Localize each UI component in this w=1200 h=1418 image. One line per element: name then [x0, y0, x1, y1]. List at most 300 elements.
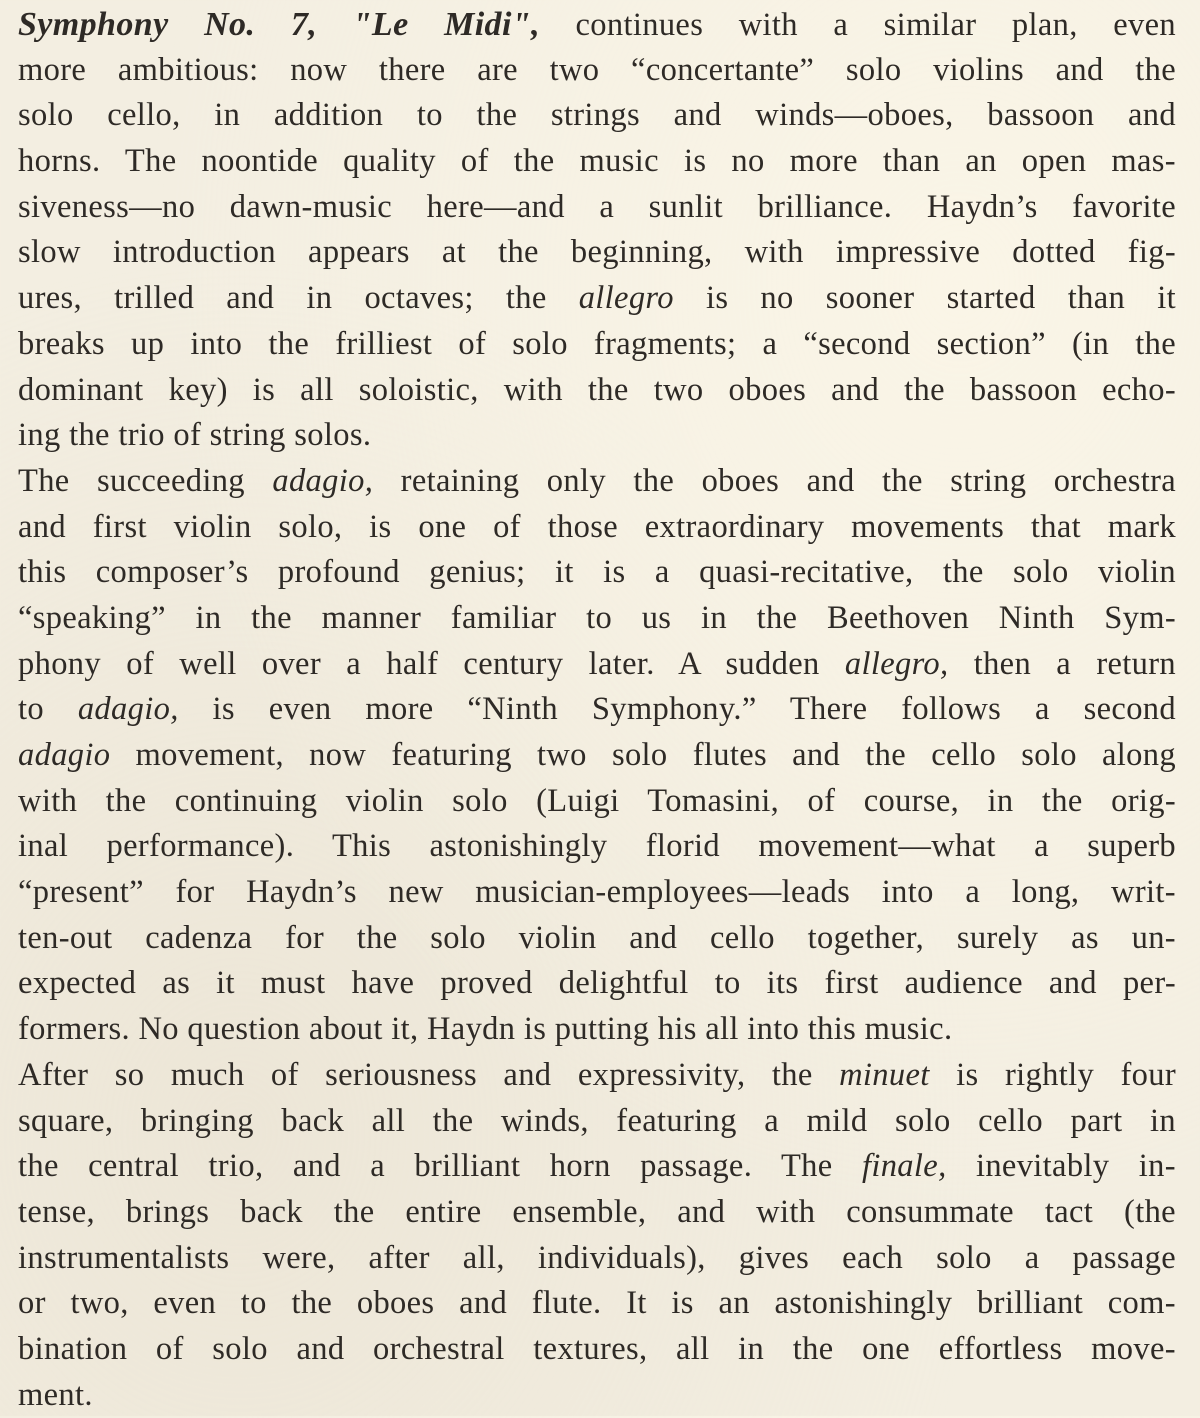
- word: were,: [262, 1239, 336, 1276]
- word: it,: [391, 1011, 419, 1048]
- word: extraordinary: [644, 508, 825, 545]
- word: into: [881, 874, 934, 911]
- word: florid: [645, 828, 721, 865]
- word: century: [463, 645, 564, 682]
- word: a: [599, 188, 615, 225]
- word: Haydn’s: [926, 188, 1038, 225]
- word: solo: [611, 737, 668, 773]
- text-line: [18, 413, 1176, 459]
- word: violins: [933, 51, 1025, 88]
- title-text: "Le: [352, 6, 409, 43]
- word: the: [513, 143, 555, 180]
- word: similar: [883, 7, 977, 43]
- word: appears: [308, 234, 410, 271]
- word: two: [536, 737, 587, 773]
- word: and: [831, 371, 880, 408]
- word: ambitious:: [117, 51, 259, 88]
- word: quasi-recitative,: [699, 554, 914, 591]
- word: is: [523, 1011, 547, 1048]
- word: violin: [518, 919, 597, 956]
- word: to: [240, 1285, 267, 1322]
- word: of: [126, 645, 155, 682]
- word: solo: [18, 97, 74, 134]
- word: “second: [803, 325, 911, 362]
- word: retaining: [400, 462, 520, 499]
- text-line: [18, 276, 1176, 322]
- word: the: [251, 599, 292, 636]
- word: and: [1048, 965, 1097, 1002]
- word: of: [807, 782, 836, 819]
- word: profound: [277, 554, 400, 591]
- word: at: [441, 234, 466, 271]
- word: to: [416, 97, 443, 134]
- word: solo: [1013, 554, 1069, 591]
- word: all: [676, 1330, 710, 1367]
- word: consummate: [846, 1193, 1014, 1230]
- word: strings: [550, 97, 641, 134]
- text-line: [18, 185, 1176, 231]
- word: and: [1128, 97, 1177, 134]
- word: the: [882, 462, 923, 499]
- word: us: [641, 599, 672, 636]
- word: into: [190, 325, 243, 362]
- text-line: [18, 870, 1176, 916]
- word: all: [371, 1102, 406, 1139]
- word: breaks: [18, 325, 105, 362]
- word: all: [705, 1011, 739, 1048]
- word: octaves;: [364, 280, 474, 317]
- word: astonishingly: [429, 828, 608, 865]
- word: formers.: [18, 1011, 130, 1048]
- word: in: [195, 599, 222, 636]
- word: the: [1041, 782, 1083, 819]
- word: and: [806, 462, 855, 499]
- word: course,: [863, 782, 960, 819]
- word: cello: [978, 1102, 1044, 1139]
- word: rightly: [1004, 1056, 1095, 1093]
- word: and: [459, 1285, 508, 1322]
- word: and: [226, 280, 275, 317]
- word: fragments;: [593, 325, 737, 362]
- word: A: [678, 645, 701, 682]
- word: is: [956, 1056, 979, 1093]
- word: is: [683, 143, 707, 180]
- word: of: [173, 417, 202, 454]
- word: with: [503, 371, 563, 408]
- word: the: [792, 1330, 834, 1367]
- word: it: [1157, 280, 1176, 317]
- word: introduction: [112, 234, 276, 271]
- word: cadenza: [145, 919, 253, 956]
- italic-term: adagio,: [272, 462, 374, 499]
- word: much: [170, 1056, 245, 1093]
- word: movements: [851, 508, 1005, 545]
- word: section”: [936, 325, 1046, 362]
- word: string: [950, 462, 1027, 499]
- word: movement,: [135, 737, 285, 773]
- word: first: [92, 508, 147, 545]
- word: in: [700, 599, 727, 636]
- word: into: [747, 1011, 800, 1048]
- word: move-: [1091, 1330, 1176, 1367]
- word: music.: [864, 1011, 953, 1048]
- word: and: [296, 1330, 345, 1367]
- word: delightful: [558, 965, 689, 1002]
- word: ures,: [18, 280, 83, 317]
- word: (in: [1071, 325, 1110, 362]
- word: cello,: [107, 97, 181, 134]
- word: frilliest: [335, 325, 433, 362]
- word: return: [1096, 645, 1177, 682]
- word: is: [603, 554, 626, 591]
- word: “concertante”: [631, 51, 815, 88]
- word: Haydn’s: [246, 874, 357, 911]
- word: even: [1113, 7, 1176, 43]
- word: (the: [1124, 1193, 1176, 1230]
- word: brilliance.: [757, 188, 893, 225]
- word: Sym-: [1104, 599, 1177, 636]
- word: and: [1055, 51, 1104, 88]
- text-line: [18, 916, 1176, 962]
- word: the: [268, 325, 310, 362]
- word: Haydn: [426, 1011, 516, 1048]
- word: the: [633, 462, 675, 499]
- word: bringing: [140, 1102, 254, 1139]
- word: or: [18, 1285, 46, 1322]
- word: the: [587, 371, 629, 408]
- word: com-: [1107, 1285, 1176, 1322]
- word: passage: [1072, 1239, 1177, 1276]
- word: open: [1021, 143, 1087, 180]
- paragraph: [18, 459, 1176, 1053]
- word: a: [965, 874, 981, 911]
- word: more: [365, 691, 434, 728]
- word: of: [460, 143, 489, 180]
- word: un-: [1131, 919, 1176, 956]
- word: half: [386, 645, 439, 682]
- word: orig-: [1111, 782, 1177, 819]
- document-page: [18, 0, 1176, 1418]
- text-line: [18, 322, 1176, 368]
- word: ing: [18, 417, 61, 454]
- word: solos.: [294, 417, 372, 454]
- word: expected: [18, 965, 137, 1002]
- word: in: [1149, 1102, 1176, 1139]
- word: this: [807, 1011, 857, 1048]
- word: then: [973, 645, 1032, 682]
- word: two: [653, 371, 704, 408]
- word: entire: [405, 1193, 482, 1230]
- word: only: [546, 462, 606, 499]
- word: the: [69, 417, 110, 454]
- word: even: [153, 1285, 217, 1322]
- word: ment.: [18, 1376, 93, 1413]
- word: Beethoven: [826, 599, 970, 636]
- word: after: [368, 1239, 430, 1276]
- text-line: [18, 505, 1176, 551]
- word: musician-employees—leads: [475, 874, 851, 911]
- text-line: [18, 596, 1176, 642]
- word: mark: [1107, 508, 1176, 545]
- text-line: [18, 93, 1176, 139]
- word: winds,: [500, 1102, 589, 1139]
- text-line: [18, 2, 1176, 48]
- word: of: [458, 325, 487, 362]
- word: one: [862, 1330, 911, 1367]
- word: than: [1067, 280, 1126, 317]
- title-text: 7,: [290, 6, 318, 43]
- word: in-: [1138, 1148, 1176, 1185]
- word: with: [738, 7, 798, 43]
- word: and: [629, 919, 678, 956]
- text-line: [18, 459, 1176, 505]
- word: performance).: [106, 828, 295, 865]
- word: solo: [895, 1102, 951, 1139]
- word: this: [18, 554, 67, 591]
- word: are: [477, 51, 518, 88]
- word: The: [780, 1148, 833, 1185]
- text-line: [18, 1007, 1176, 1053]
- word: the: [942, 554, 984, 591]
- word: to: [586, 599, 613, 636]
- word: solo: [430, 919, 486, 956]
- word: about: [308, 1011, 383, 1048]
- text-line: [18, 1373, 1176, 1418]
- word: flutes: [692, 737, 767, 773]
- word: tact: [1044, 1193, 1094, 1230]
- word: his: [657, 1011, 697, 1048]
- word: This: [331, 828, 392, 865]
- word: is: [705, 280, 729, 317]
- word: brilliant: [414, 1148, 521, 1185]
- word: there: [378, 51, 446, 88]
- word: the: [865, 737, 907, 773]
- word: solo: [845, 51, 902, 88]
- word: bassoon: [987, 97, 1095, 134]
- word: must: [260, 965, 326, 1002]
- text-line: [18, 687, 1176, 733]
- text-line: [18, 1099, 1176, 1145]
- word: of: [155, 1330, 184, 1367]
- text-line: [18, 733, 1176, 779]
- word: and: [677, 1193, 726, 1230]
- text-line: [18, 230, 1176, 276]
- word: question: [187, 1011, 301, 1048]
- word: inevitably: [975, 1148, 1110, 1185]
- word: astonishingly: [774, 1285, 953, 1322]
- word: it: [554, 554, 574, 591]
- word: writ-: [1111, 874, 1176, 911]
- word: “Ninth: [467, 691, 558, 728]
- word: effortless: [938, 1330, 1063, 1367]
- word: trio: [118, 417, 165, 454]
- title-text: Symphony: [18, 6, 169, 43]
- word: soloistic,: [358, 371, 479, 408]
- word: with: [756, 1193, 816, 1230]
- word: trilled: [114, 280, 195, 317]
- word: oboes: [356, 1285, 435, 1322]
- word: movement—what: [758, 828, 996, 865]
- word: textures,: [533, 1330, 648, 1367]
- word: beginning,: [570, 234, 713, 271]
- word: surely: [956, 919, 1039, 956]
- word: familiar: [450, 599, 557, 636]
- word: ensemble,: [512, 1193, 647, 1230]
- word: the: [333, 1193, 375, 1230]
- title-text: No.: [204, 6, 256, 43]
- word: (Luigi: [536, 782, 620, 819]
- word: manner: [321, 599, 422, 636]
- word: sunlit: [648, 188, 724, 225]
- paragraph: [18, 1053, 1176, 1418]
- word: slow: [18, 234, 81, 271]
- word: of: [493, 508, 521, 545]
- text-line: [18, 550, 1176, 596]
- word: over: [261, 645, 321, 682]
- word: the: [18, 1148, 59, 1185]
- word: bassoon: [969, 371, 1078, 408]
- word: solo,: [278, 508, 343, 545]
- word: individuals),: [537, 1239, 706, 1276]
- word: with: [744, 234, 804, 271]
- word: an: [965, 143, 997, 180]
- word: the: [498, 234, 539, 271]
- word: oboes: [701, 462, 780, 499]
- word: later.: [588, 645, 655, 682]
- word: impressive: [835, 234, 981, 271]
- word: After: [18, 1056, 89, 1093]
- word: back: [240, 1193, 303, 1230]
- word: the: [1135, 51, 1177, 88]
- word: of: [270, 1056, 299, 1093]
- word: for: [175, 874, 215, 911]
- word: dawn-music: [229, 188, 393, 225]
- word: string: [209, 417, 286, 454]
- word: a: [1034, 828, 1049, 865]
- word: as: [1071, 919, 1099, 956]
- word: a: [1056, 645, 1072, 682]
- word: than: [882, 143, 941, 180]
- word: square,: [18, 1102, 114, 1139]
- word: it: [216, 965, 235, 1002]
- word: continuing: [174, 782, 318, 819]
- word: in: [987, 782, 1014, 819]
- word: no: [760, 280, 794, 317]
- text-line: [18, 368, 1176, 414]
- word: one: [418, 508, 467, 545]
- word: composer’s: [95, 554, 249, 591]
- word: the: [432, 1102, 474, 1139]
- word: now: [309, 737, 367, 773]
- word: and: [292, 1148, 341, 1185]
- word: four: [1120, 1056, 1177, 1093]
- word: in: [214, 97, 241, 134]
- word: and: [673, 97, 722, 134]
- word: first: [824, 965, 879, 1002]
- italic-term: allegro: [578, 280, 674, 317]
- italic-term: finale,: [861, 1148, 947, 1185]
- word: second: [1083, 691, 1177, 728]
- word: inal: [18, 828, 69, 865]
- word: No: [138, 1011, 179, 1048]
- word: the: [476, 97, 518, 134]
- word: the: [356, 919, 398, 956]
- word: have: [351, 965, 415, 1002]
- word: addition: [273, 97, 384, 134]
- word: long,: [1011, 874, 1080, 911]
- word: each: [842, 1239, 904, 1276]
- word: a: [1035, 691, 1050, 728]
- word: more: [18, 51, 87, 88]
- italic-term: minuet: [839, 1056, 930, 1093]
- word: mas-: [1111, 143, 1176, 180]
- word: favorite: [1072, 188, 1176, 225]
- word: and: [792, 737, 841, 773]
- word: There: [789, 691, 868, 728]
- word: horn: [549, 1148, 611, 1185]
- title-text: Midi",: [444, 6, 540, 43]
- word: the: [1135, 325, 1176, 362]
- word: passage.: [640, 1148, 753, 1185]
- word: and: [503, 1056, 552, 1093]
- word: its: [766, 965, 799, 1002]
- word: in: [306, 280, 333, 317]
- word: The: [124, 143, 177, 180]
- word: violin: [173, 508, 252, 545]
- word: featuring: [391, 737, 512, 773]
- word: succeeding: [97, 462, 245, 499]
- word: a: [370, 1148, 385, 1185]
- word: is: [252, 371, 276, 408]
- text-line: [18, 1053, 1176, 1099]
- text-line: [18, 1236, 1176, 1282]
- word: all,: [462, 1239, 505, 1276]
- text-line: [18, 642, 1176, 688]
- word: Ninth: [998, 599, 1075, 636]
- word: gives: [738, 1239, 810, 1276]
- word: well: [179, 645, 237, 682]
- word: to: [714, 965, 741, 1002]
- word: flute.: [531, 1285, 602, 1322]
- word: violin: [1097, 554, 1176, 591]
- word: “speaking”: [18, 599, 166, 636]
- text-line: [18, 779, 1176, 825]
- word: orchestra: [1053, 462, 1177, 499]
- word: ten-out: [18, 919, 113, 956]
- text-line: [18, 961, 1176, 1007]
- word: instrumentalists: [18, 1239, 230, 1276]
- word: a: [1024, 1239, 1040, 1276]
- word: sudden: [725, 645, 820, 682]
- word: sooner: [825, 280, 915, 317]
- text-line: [18, 1327, 1176, 1373]
- word: for: [285, 919, 325, 956]
- word: brilliant: [977, 1285, 1084, 1322]
- word: Symphony.”: [591, 691, 757, 728]
- word: phony: [18, 645, 101, 682]
- word: that: [1030, 508, 1082, 545]
- word: a: [346, 645, 362, 682]
- word: proved: [440, 965, 533, 1002]
- word: together,: [807, 919, 925, 956]
- word: more: [789, 143, 858, 180]
- word: in: [738, 1330, 765, 1367]
- text-line: [18, 48, 1176, 94]
- word: plan,: [1011, 7, 1078, 43]
- word: with: [18, 782, 78, 819]
- word: cello: [931, 737, 997, 773]
- word: echo-: [1102, 371, 1177, 408]
